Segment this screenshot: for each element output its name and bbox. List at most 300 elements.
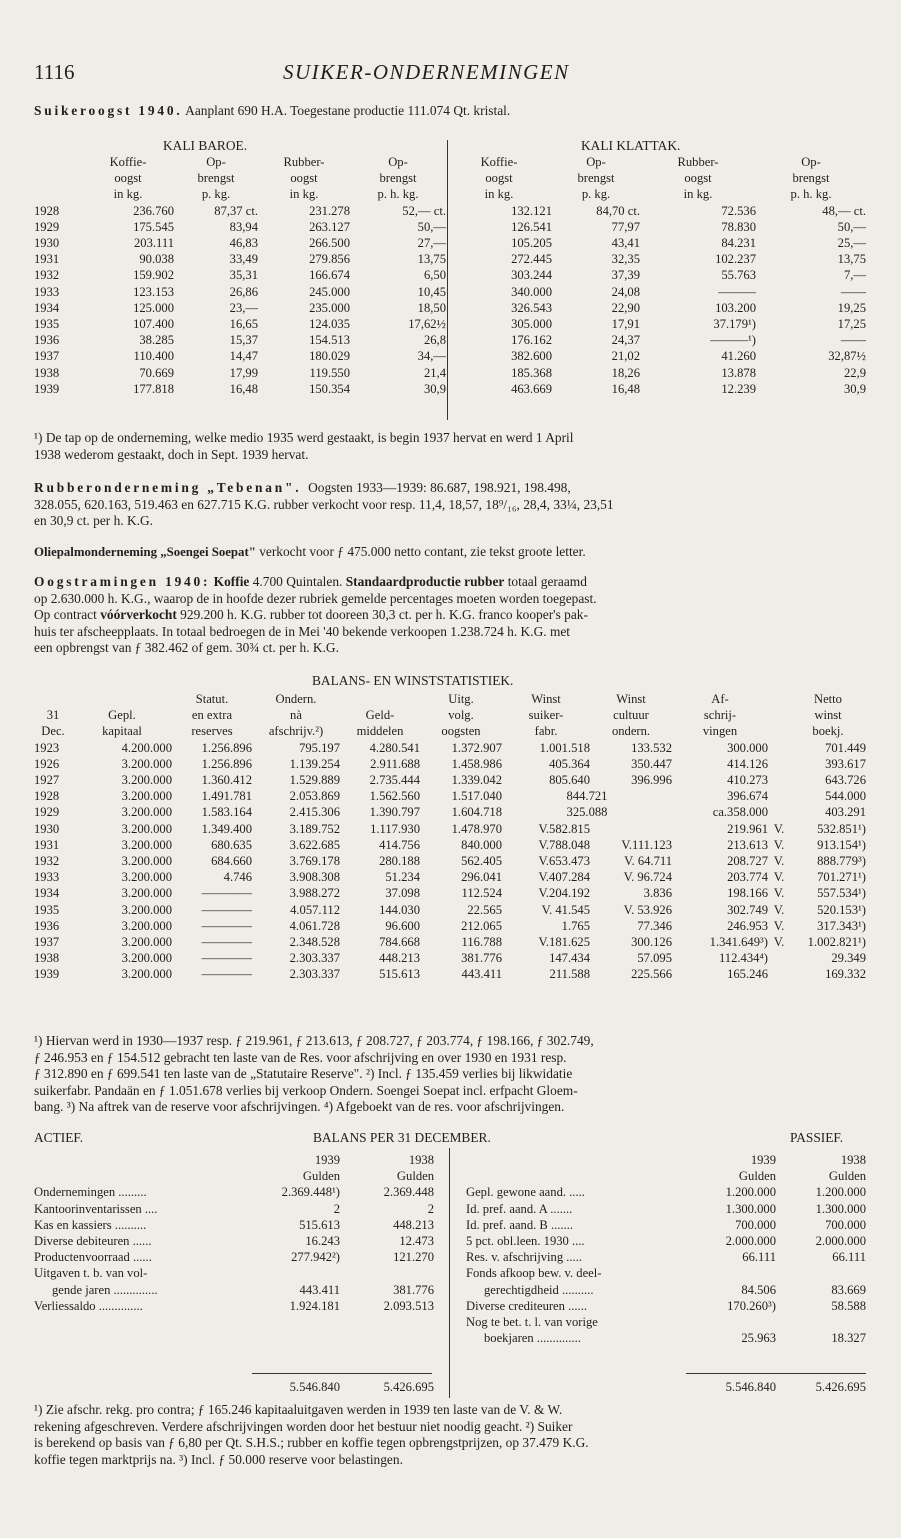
balance-value [244,1265,340,1281]
column-header: 31 [46,708,60,723]
value-cell: 448.213 [379,951,420,966]
column-header: Op- [388,155,408,169]
value-cell: 185.368 [511,365,552,380]
table-row [34,804,866,820]
table-row [34,966,866,982]
value-cell: 3.836 [643,886,672,901]
value-cell [768,966,790,982]
value-cell: 405.364 [549,756,590,771]
balance-row [466,1217,866,1233]
year-cell: 1939 [34,381,60,396]
value-cell: 126.541 [511,219,552,234]
value-cell: 144.030 [379,902,420,917]
total-passief-1939: 5.546.840 [725,1380,776,1394]
standaard-text: totaal geraamd [507,574,587,589]
value-cell: V. 64.711 [624,854,672,869]
value-cell: 35,31 [229,268,258,283]
value-cell: 87,37 ct. [214,203,258,218]
value-cell: 784.668 [379,935,420,950]
running-title: SUIKER-ONDERNEMINGEN [283,60,570,84]
balance-row [34,1184,434,1200]
year-cell: 1936 [34,333,60,348]
balance-label: Res. v. afschrijving ..... [466,1250,583,1265]
value-cell: 133.532 [631,740,672,755]
year-cell: 1929 [34,219,60,234]
value-cell: —— [840,333,866,348]
value-cell: 38.285 [139,333,174,348]
balance-row [34,1201,434,1217]
column-header: Winst [616,692,646,706]
balance-row [466,1184,866,1200]
balance-value: 277.942²) [291,1250,340,1265]
year-cell: 1929 [34,805,60,820]
value-cell: 34,— [417,349,446,364]
oogstraming-line1 [34,574,866,591]
value-cell: 203.774 [727,870,768,885]
balans-winst-table [34,691,866,983]
table-row [34,267,866,283]
value-cell: ———— [201,902,252,917]
value-cell: 1.372.907 [451,740,502,755]
balance-row [466,1265,866,1281]
value-cell: 1.256.896 [201,740,252,755]
value-cell: 2.415.306 [289,805,340,820]
column-header: Op- [206,155,226,169]
suikeroogst-line [34,103,510,119]
value-cell: 1.002.821¹) [807,935,866,950]
table-row [34,348,866,364]
value-cell: 1.478.970 [451,821,502,836]
value-cell: 3.200.000 [121,773,172,788]
table-row [34,740,866,756]
value-cell: 303.244 [511,268,552,283]
value-cell: 26,86 [229,284,258,299]
year-cell: 1933 [34,284,60,299]
value-cell [590,821,672,837]
oogstraming-heading: Oogstramingen 1940: [34,574,211,589]
value-cell: V. [773,837,785,852]
column-header [768,707,790,723]
value-cell: 33,49 [229,252,258,267]
column-header: winst [814,708,842,723]
footnote-line: ƒ 246.953 en ƒ 154.512 gebracht ten laste van de Res. voor afschrijving en over 1930 en 1931 resp. [34,1049,567,1065]
column-header: suiker- [528,708,564,723]
value-cell: 1.341.649³) [709,935,768,950]
value-cell: 3.769.178 [289,854,340,869]
footnote-line: bang. ³) Na aftrek van de reserve voor afschrijvingen. ⁴) Afgeboekt van de res. voor afschrijvingen. [34,1099,565,1115]
footnote-line: ¹) De tap op de onderneming, welke medio 1935 werd gestaakt, is begin 1937 hervat en werd 1 April [34,430,574,445]
value-cell: 18,50 [417,300,446,315]
value-cell: 37.098 [385,886,420,901]
value-cell: 279.856 [309,252,350,267]
table2-header-row [34,707,866,723]
column-header: Geld- [365,708,395,723]
actief-heading: ACTIEF. [34,1130,84,1145]
oogstraming-paragraph [34,574,866,657]
actief-table [34,1152,434,1314]
balance-value: 700.000 [735,1217,776,1232]
balance-value: 18.327 [831,1331,866,1346]
value-cell: 180.029 [309,349,350,364]
value-cell: 13.878 [721,365,756,380]
value-cell: 1.001.518 [539,740,590,755]
balance-label: Verliessaldo .............. [34,1298,143,1313]
value-cell: 302.749 [727,902,768,917]
balance-label: Id. pref. aand. A ....... [466,1201,573,1216]
column-header: p. h. kg. [377,187,419,202]
table-row [34,950,866,966]
value-cell: 263.127 [309,219,350,234]
value-cell: 888.779³) [817,854,866,869]
balance-row [34,1298,434,1314]
value-cell: V. [773,821,785,836]
value-cell: 3.200.000 [121,951,172,966]
table-row [34,251,866,267]
balance-value: 443.411 [299,1282,340,1297]
value-cell: 520.153¹) [817,902,866,917]
value-cell: 1.349.400 [201,821,252,836]
value-cell: 340.000 [511,284,552,299]
value-cell: 396.996 [631,773,672,788]
value-cell: 2.735.444 [369,773,420,788]
value-cell: 2.303.337 [289,951,340,966]
table-row [34,365,866,381]
column-header: Gepl. [108,708,136,723]
year-cell: 1927 [34,773,60,788]
value-cell: 119.550 [309,365,350,380]
value-cell: 317.343¹) [817,918,866,933]
value-cell: 107.400 [133,317,174,332]
value-cell: 296.041 [461,870,502,885]
value-cell: ——— [718,284,756,299]
year-cell: 1937 [34,349,60,364]
column-header [72,691,172,707]
value-cell: 30,9 [423,381,446,396]
oliepalm-line [34,544,586,560]
balance-label: Kantoorinventarissen .... [34,1201,158,1216]
footnote-line: rekening afgeschreven. Verdere afschrijvingen worden door het bestuur niet noodig geacht. ²) Suiker [34,1418,573,1434]
value-cell: 112.434⁴) [718,951,768,966]
value-cell [768,804,790,820]
table-row [34,902,866,918]
value-cell [768,756,790,772]
value-cell: 3.200.000 [121,756,172,771]
column-header: afschrijv.²) [268,724,324,739]
value-cell: 26,8 [423,333,446,348]
value-cell: 165.246 [727,967,768,982]
table-row [34,235,866,251]
column-header: brengst [792,171,830,186]
year-1939: 1939 [314,1153,340,1167]
column-header: brengst [577,171,615,186]
value-cell: 1.458.986 [451,756,502,771]
column-header [768,691,790,707]
footnote-line: ƒ 312.890 en ƒ 699.541 ten laste van de „Statutaire Reserve". ²) Incl. ƒ 135.459 verlies bij likwidatie [34,1066,573,1082]
balance-value [340,1265,434,1281]
year-cell: 1934 [34,886,60,901]
value-cell [768,950,790,966]
column-header: p. kg. [581,187,611,202]
value-cell: 1.562.560 [369,789,420,804]
value-cell: 27,— [417,236,446,251]
table-row [34,934,866,950]
balance-value: 515.613 [299,1217,340,1232]
table-row [34,381,866,397]
value-cell: 396.674 [727,789,768,804]
column-header: oogst [485,171,513,186]
balance-label: 5 pct. obl.leen. 1930 .... [466,1234,585,1249]
table-row [34,284,866,300]
balance-row [466,1314,866,1330]
balance-row [466,1201,866,1217]
column-header [340,691,420,707]
oogstraming-line5: een opbrengst van ƒ 382.462 of gem. 30¾ ct. per h. K.G. [34,640,339,656]
balance-row [34,1265,434,1281]
balance-row [34,1233,434,1249]
column-header: Rubber- [677,155,719,169]
value-cell: 913.154¹) [817,837,866,852]
contract-rest: 929.200 h. K.G. rubber tot dooreen 30,3 ct. per h. K.G. franco kooper's pak- [180,607,588,623]
table-row [34,203,866,219]
value-cell: 3.200.000 [121,870,172,885]
balans-divider [449,1148,450,1398]
balance-value: 1.200.000 [725,1185,776,1200]
value-cell: 4.746 [223,870,252,885]
balance-value [676,1314,776,1330]
value-cell: 212.065 [461,918,502,933]
value-cell: 17,99 [229,365,258,380]
value-cell: ———— [201,918,252,933]
value-cell: 4.057.112 [290,902,340,917]
value-cell: 13,75 [417,252,446,267]
value-cell: 3.200.000 [121,789,172,804]
balance-value: 2.369.448¹) [281,1185,340,1200]
year-cell: 1926 [34,756,60,771]
balance-value [676,1265,776,1281]
value-cell: 326.543 [511,300,552,315]
column-header: vingen [702,724,738,739]
value-cell: 1.604.718 [451,805,502,820]
value-cell: V. 53.926 [623,902,672,917]
value-cell: 1.117.930 [370,821,420,836]
value-cell: 643.726 [825,773,866,788]
column-header: p. kg. [201,187,231,202]
year-cell: 1931 [34,252,60,267]
column-header [34,691,72,707]
value-cell: 84,70 ct. [596,203,640,218]
value-cell: 22.565 [467,902,502,917]
value-cell: 10,45 [417,284,446,299]
value-cell: 12.239 [721,381,756,396]
balance-value: 448.213 [393,1217,434,1232]
year-cell: 1928 [34,203,60,218]
column-header: reserves [191,724,233,739]
column-header: brengst [379,171,417,186]
balance-value: 381.776 [393,1282,434,1297]
balance-row [466,1298,866,1314]
value-cell: 414.126 [727,756,768,771]
column-header: schrij- [703,708,737,723]
value-cell: 6,50 [423,268,446,283]
value-cell: 103.200 [715,300,756,315]
value-cell: 463.669 [511,381,552,396]
balance-value: 1.200.000 [815,1185,866,1200]
value-cell: 840.000 [461,837,502,852]
value-cell: 77.346 [637,918,672,933]
value-cell: V. [773,902,785,917]
value-cell: 37,39 [611,268,640,283]
value-cell: 19,25 [837,300,866,315]
footnote-table2 [34,1033,866,1116]
value-cell: V. [773,886,785,901]
table2-header-row [34,723,866,739]
table-row [34,821,866,837]
passief-heading: PASSIEF. [790,1130,844,1145]
value-cell: 532.851¹) [817,821,866,836]
value-cell: 15,37 [229,333,258,348]
balance-label: Productenvoorraad ...... [34,1250,152,1265]
column-header: Op- [586,155,606,169]
value-cell: V. [773,854,785,869]
column-header: Dec. [41,724,65,739]
footnote-line: 1938 wederom gestaakt, doch in Sept. 1939 hervat. [34,446,309,462]
year-cell: 1938 [34,365,60,380]
column-header: oogst [684,171,712,186]
balance-value: 2.000.000 [725,1234,776,1249]
value-cell: 132.121 [511,203,552,218]
value-cell: 32,87½ [828,349,866,364]
value-cell [768,788,790,804]
value-cell: 32,35 [611,252,640,267]
currency: Gulden [828,1169,866,1184]
value-cell: 16,48 [611,381,640,396]
koffie-label: Koffie [213,574,250,589]
value-cell: V. [773,918,785,933]
value-cell: 245.000 [309,284,350,299]
value-cell: ———¹) [710,333,756,348]
value-cell: 3.988.272 [289,886,340,901]
standaard-label: Standaardproductie rubber [345,574,505,589]
rubber-line [34,480,866,497]
value-cell: V.204.192 [538,886,590,901]
year-cell: 1938 [34,951,60,966]
value-cell: ca.358.000 [712,805,768,820]
column-header: in kg. [113,187,143,202]
value-cell: 3.622.685 [289,837,340,852]
balance-label: Id. pref. aand. B ....... [466,1217,574,1232]
value-cell: 3.200.000 [121,902,172,917]
value-cell: 41.260 [721,349,756,364]
column-header: oogst [290,171,318,186]
value-cell: 3.200.000 [121,935,172,950]
value-cell: 154.513 [309,333,350,348]
column-header: in kg. [289,187,319,202]
table-row [34,300,866,316]
balance-value: 2 [333,1201,340,1216]
value-cell: 22,9 [843,365,866,380]
rubber-line2: 328.055, 620.163, 519.463 en 627.715 K.G. rubber verkocht voor resp. 11,4, 18,57, 18⁹/₁₆, 28,4, 33¼, 23,51 [34,496,614,512]
value-cell: 515.613 [379,967,420,982]
year-cell: 1936 [34,918,60,933]
value-cell: 123.153 [133,284,174,299]
balance-row [34,1217,434,1233]
value-cell: 30,9 [843,381,866,396]
balance-value: 66.111 [832,1250,866,1265]
value-cell: 72.536 [721,203,756,218]
value-cell: V.582.815 [538,821,590,836]
value-cell: 3.200.000 [121,918,172,933]
year-cell: 1934 [34,300,60,315]
footnote-line: is berekend op basis van ƒ 6,80 per Qt. S.H.S.; rubber en koffie tegen opbrengstprijzen, op 37.479 K.G. [34,1435,589,1451]
value-cell: 102.237 [715,252,756,267]
value-cell: 48,— ct. [822,203,866,218]
value-cell: 1.517.040 [451,789,502,804]
value-cell: 235.000 [309,300,350,315]
value-cell: 29.349 [831,951,866,966]
value-cell: 305.000 [511,317,552,332]
value-cell: 84.231 [721,236,756,251]
value-cell: 3.908.308 [289,870,340,885]
value-cell: 225.566 [631,967,672,982]
value-cell: 177.818 [133,381,174,396]
table-row [34,885,866,901]
column-header: Statut. [195,692,229,706]
value-cell: 1.360.412 [201,773,252,788]
column-header: kapitaal [102,724,142,739]
value-cell: 381.776 [461,951,502,966]
value-cell: 231.278 [309,203,350,218]
value-cell: 805.640 [549,773,590,788]
value-cell: ———— [201,935,252,950]
value-cell: 2.303.337 [289,967,340,982]
column-header: Rubber- [283,155,325,169]
value-cell: 3.200.000 [121,805,172,820]
balans-winst-title: BALANS- EN WINSTSTATISTIEK. [312,673,514,688]
value-cell: 544.000 [825,789,866,804]
value-cell: 1.765 [561,918,590,933]
value-cell: 2.911.688 [370,756,420,771]
value-cell: 701.271¹) [817,870,866,885]
column-header: cultuur [613,708,649,723]
year-header [34,154,82,170]
value-cell: 1.139.254 [289,756,340,771]
column-header: Uitg. [448,692,474,706]
value-cell: 4.280.541 [369,740,420,755]
year-1938: 1938 [840,1153,866,1167]
value-cell: V.788.048 [538,837,590,852]
value-cell: 147.434 [549,951,590,966]
contract-text: Op contract [34,607,97,623]
value-cell: 13,75 [837,252,866,267]
value-cell: 236.760 [133,203,174,218]
year-cell: 1935 [34,902,60,917]
rubber-heading: Rubberonderneming „Tebenan". [34,480,302,495]
footnote-line: suikerfabr. Pandaän en ƒ 1.051.678 verlies bij verkoop Ondern. Soengei Soepat incl. erfpacht Gloem- [34,1082,578,1098]
column-header: oogsten [441,724,481,739]
balance-value: 58.588 [831,1298,866,1313]
balans-title: BALANS PER 31 DECEMBER. [313,1130,491,1145]
value-cell: 350.447 [631,756,672,771]
balance-value: 700.000 [825,1217,866,1232]
value-cell: 211.588 [549,967,590,982]
column-header: brengst [197,171,235,186]
value-cell: V. 41.545 [541,902,590,917]
value-cell: 21,4 [423,365,446,380]
year-cell: 1930 [34,821,60,836]
currency: Gulden [302,1169,340,1184]
balance-label: Diverse debiteuren ...... [34,1234,152,1249]
suikeroogst-text: Aanplant 690 H.A. Toegestane productie 111.074 Qt. kristal. [185,103,511,118]
